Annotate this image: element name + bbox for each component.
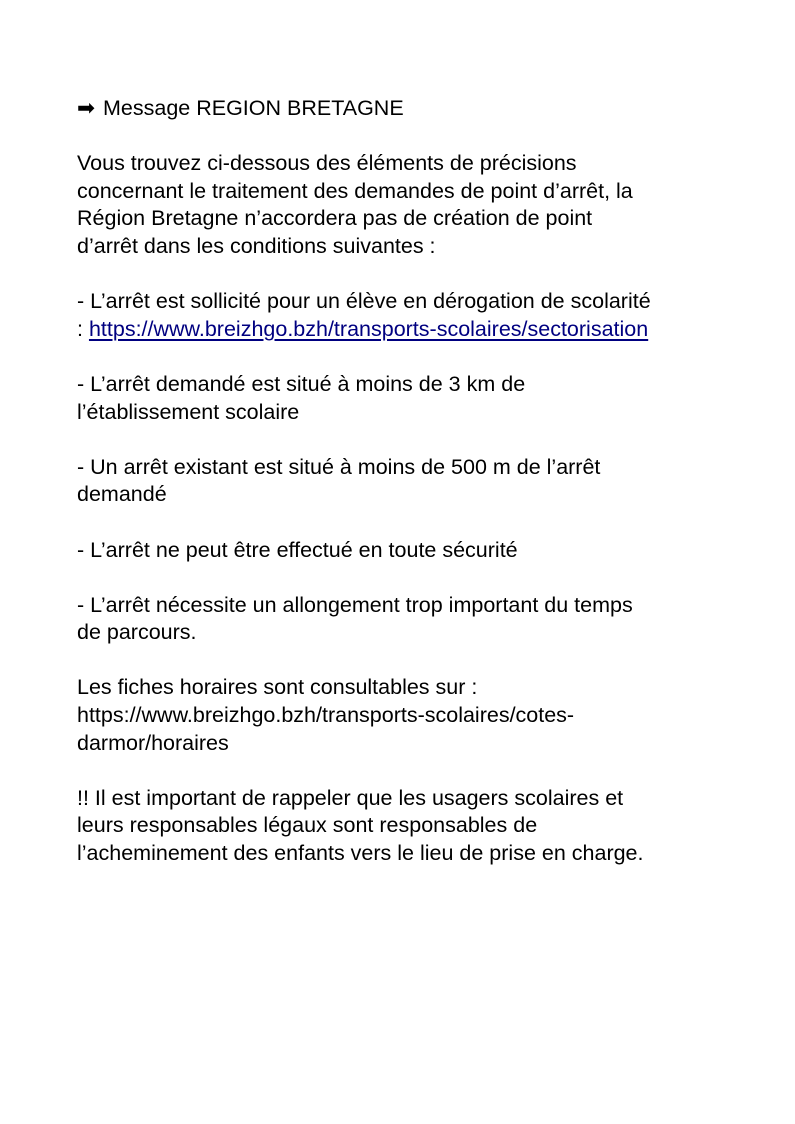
timetables-paragraph bbox=[77, 674, 777, 757]
condition-line: - L’arrêt est sollicité pour un élève en dérogation de scolarité bbox=[77, 289, 651, 314]
reminder-paragraph bbox=[77, 785, 777, 868]
condition-distance-school bbox=[77, 371, 777, 426]
reminder-line: leurs responsables légaux sont responsables de bbox=[77, 813, 538, 838]
heading bbox=[77, 95, 777, 123]
heading-text: Message REGION BRETAGNE bbox=[103, 96, 404, 120]
condition-derogation bbox=[77, 288, 777, 343]
condition-travel-time bbox=[77, 592, 777, 647]
condition-line: - L’arrêt ne peut être effectué en toute sécurité bbox=[77, 537, 518, 562]
condition-line: - L’arrêt demandé est situé à moins de 3 km de bbox=[77, 371, 526, 396]
sectorisation-link[interactable]: https://www.breizhgo.bzh/transports-scolaires/sectorisation bbox=[88, 316, 649, 341]
condition-line: - L’arrêt nécessite un allongement trop important du temps bbox=[77, 592, 633, 617]
intro-line: Vous trouvez ci-dessous des éléments de précisions bbox=[77, 151, 577, 176]
timetables-url-line: darmor/horaires bbox=[77, 730, 229, 755]
condition-link-line bbox=[77, 316, 777, 344]
intro-line: Région Bretagne n’accordera pas de création de point bbox=[77, 206, 593, 231]
reminder-line: !! Il est important de rappeler que les usagers scolaires et bbox=[77, 785, 624, 810]
intro-line: concernant le traitement des demandes de point d’arrêt, la bbox=[77, 178, 633, 203]
condition-safety bbox=[77, 537, 777, 565]
condition-line: l’établissement scolaire bbox=[77, 399, 300, 424]
condition-line: de parcours. bbox=[77, 620, 197, 645]
condition-line: - Un arrêt existant est situé à moins de 500 m de l’arrêt bbox=[77, 454, 601, 479]
link-prefix: : bbox=[77, 316, 89, 341]
reminder-line: l’acheminement des enfants vers le lieu de prise en charge. bbox=[77, 841, 644, 866]
intro-line: d’arrêt dans les conditions suivantes : bbox=[77, 233, 436, 258]
right-arrow-icon: ➡ bbox=[77, 96, 96, 120]
document-page bbox=[77, 95, 777, 895]
condition-existing-stop bbox=[77, 454, 777, 509]
timetables-line: Les fiches horaires sont consultables sur : bbox=[77, 675, 478, 700]
intro-paragraph bbox=[77, 150, 777, 260]
condition-line: demandé bbox=[77, 482, 167, 507]
timetables-url-line: https://www.breizhgo.bzh/transports-scolaires/cotes- bbox=[77, 703, 575, 728]
